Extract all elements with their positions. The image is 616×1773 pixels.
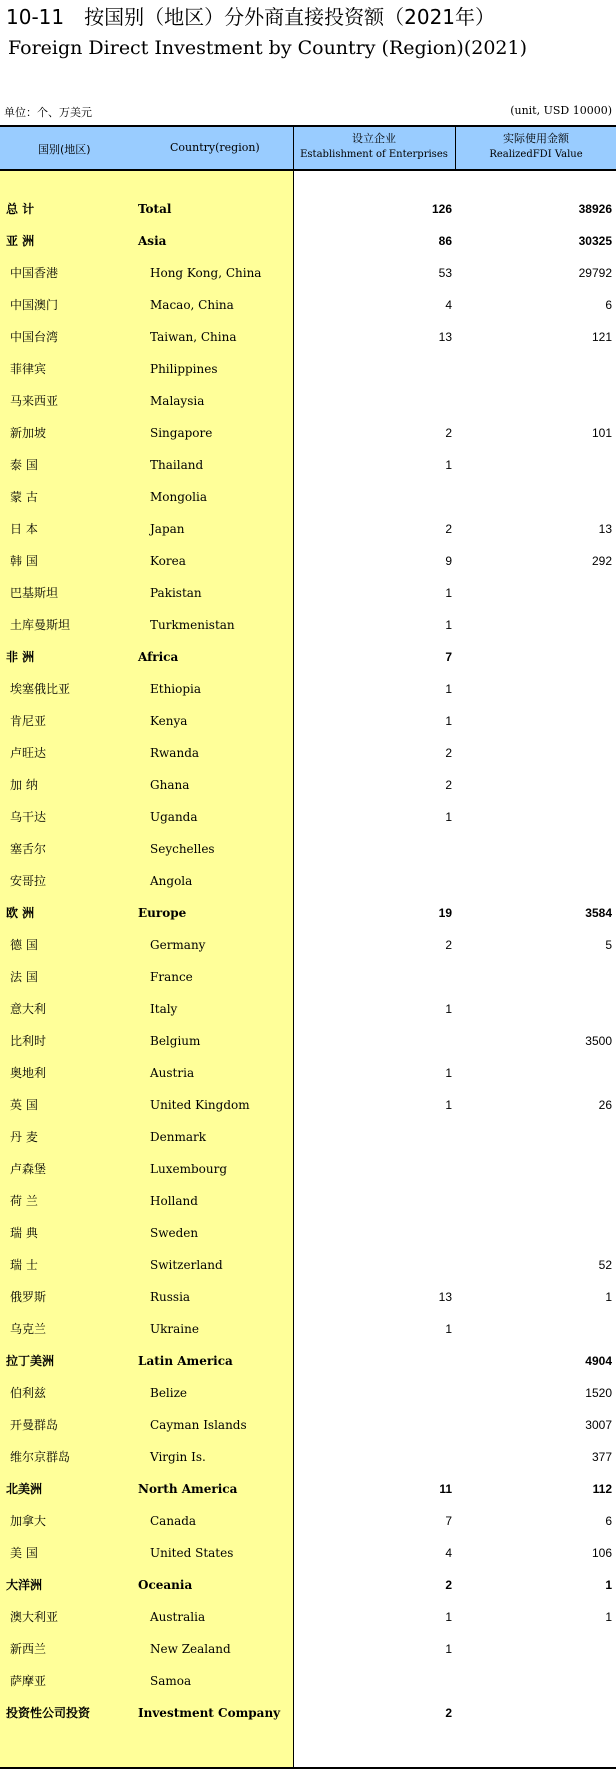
establishment-count: 7 (445, 1514, 452, 1528)
country-name-en: Rwanda (150, 746, 200, 760)
establishment-count: 1 (445, 714, 452, 728)
country-name-en: Total (138, 202, 172, 216)
country-name-en: Ethiopia (150, 682, 202, 696)
table-row (0, 929, 616, 961)
table-row (0, 1121, 616, 1153)
country-name-cn: 意大利 (10, 1002, 47, 1016)
fdi-value: 1 (605, 1290, 612, 1304)
header-fdi-en: RealizedFDI Value (489, 149, 583, 160)
fdi-value: 4904 (585, 1354, 612, 1368)
country-name-cn: 新西兰 (10, 1642, 47, 1656)
fdi-value: 26 (598, 1098, 612, 1112)
fdi-value: 29792 (578, 266, 612, 280)
country-name-cn: 北美洲 (6, 1482, 43, 1496)
country-name-en: Macao, China (150, 298, 234, 312)
country-name-en: Ghana (150, 778, 190, 792)
country-name-cn: 乌干达 (10, 810, 47, 824)
country-name-en: North America (138, 1482, 238, 1496)
fdi-value: 5 (605, 938, 612, 952)
unit-label-cn: 单位：个、万美元 (4, 106, 92, 119)
fdi-value: 3500 (585, 1034, 612, 1048)
establishment-count: 53 (438, 266, 452, 280)
country-name-en: Pakistan (150, 586, 202, 600)
table-row (0, 1089, 616, 1121)
fdi-value: 121 (591, 330, 612, 344)
country-name-cn: 澳大利亚 (10, 1610, 59, 1624)
table-row (0, 769, 616, 801)
table-row (0, 289, 616, 321)
country-name-cn: 巴基斯坦 (10, 586, 59, 600)
country-name-en: Australia (150, 1610, 206, 1624)
country-name-en: Oceania (138, 1578, 193, 1592)
table-body (0, 193, 616, 1729)
fdi-value: 6 (605, 1514, 612, 1528)
header-country-cn: 国别(地区) (38, 143, 91, 156)
establishment-count: 2 (445, 778, 452, 792)
establishment-count: 4 (445, 1546, 452, 1560)
fdi-value: 13 (598, 522, 612, 536)
country-name-cn: 法 国 (10, 970, 38, 984)
table-row (0, 609, 616, 641)
establishment-count: 2 (445, 746, 452, 760)
table-row (0, 449, 616, 481)
country-name-cn: 维尔京群岛 (10, 1450, 71, 1464)
table-row (0, 705, 616, 737)
country-name-en: Denmark (150, 1130, 206, 1144)
country-name-cn: 加 纳 (10, 778, 38, 792)
table-row (0, 513, 616, 545)
country-name-en: Thailand (150, 458, 204, 472)
table-row (0, 865, 616, 897)
establishment-count: 2 (445, 1706, 452, 1720)
fdi-value: 1 (605, 1578, 612, 1592)
establishment-count: 1 (445, 1322, 452, 1336)
establishment-count: 9 (445, 554, 452, 568)
country-name-en: United Kingdom (150, 1098, 250, 1112)
country-name-cn: 萨摩亚 (10, 1674, 47, 1688)
country-name-en: Germany (150, 938, 206, 952)
country-name-cn: 德 国 (10, 938, 38, 952)
country-name-cn: 中国香港 (10, 266, 59, 280)
establishment-count: 1 (445, 810, 452, 824)
table-row (0, 193, 616, 225)
country-name-en: United States (150, 1546, 234, 1560)
country-name-cn: 欧 洲 (6, 906, 35, 920)
fdi-value: 1 (605, 1610, 612, 1624)
country-name-cn: 卢旺达 (10, 746, 47, 760)
country-name-cn: 埃塞俄比亚 (10, 682, 71, 696)
table-row (0, 833, 616, 865)
establishment-count: 1 (445, 1098, 452, 1112)
table-row (0, 353, 616, 385)
country-name-en: Japan (150, 522, 185, 536)
fdi-value: 112 (592, 1482, 612, 1496)
establishment-count: 1 (445, 1066, 452, 1080)
table-row (0, 1281, 616, 1313)
table-row (0, 1313, 616, 1345)
country-name-cn: 瑞 士 (10, 1258, 38, 1272)
table-row (0, 1537, 616, 1569)
fdi-value: 377 (591, 1450, 612, 1464)
country-name-en: France (150, 970, 193, 984)
table-row (0, 225, 616, 257)
header-establishment-cn: 设立企业 (352, 132, 396, 145)
country-name-cn: 加拿大 (10, 1514, 47, 1528)
country-name-en: Asia (138, 234, 167, 248)
country-name-cn: 丹 麦 (10, 1130, 38, 1144)
fdi-table (0, 125, 616, 1769)
table-row (0, 1345, 616, 1377)
fdi-value: 292 (591, 554, 612, 568)
table-row (0, 1377, 616, 1409)
fdi-value: 101 (591, 426, 612, 440)
header-fdi-cn: 实际使用金额 (503, 132, 569, 145)
table-header (0, 127, 616, 171)
country-name-cn: 土库曼斯坦 (10, 618, 71, 632)
page-title-cn: 10-11 按国别（地区）分外商直接投资额（2021年） (6, 5, 496, 29)
table-row (0, 321, 616, 353)
table-row (0, 1409, 616, 1441)
table-row (0, 641, 616, 673)
table-row (0, 417, 616, 449)
country-name-en: Kenya (150, 714, 188, 728)
country-name-cn: 非 洲 (6, 650, 35, 664)
country-name-en: Mongolia (150, 490, 207, 504)
table-row (0, 1473, 616, 1505)
country-name-cn: 比利时 (10, 1034, 47, 1048)
country-name-cn: 亚 洲 (6, 234, 35, 248)
country-name-cn: 新加坡 (10, 426, 47, 440)
country-name-en: Ukraine (150, 1322, 199, 1336)
country-name-cn: 开曼群岛 (10, 1418, 59, 1432)
country-name-cn: 中国澳门 (10, 298, 59, 312)
establishment-count: 1 (445, 458, 452, 472)
table-row (0, 1025, 616, 1057)
country-name-en: Malaysia (150, 394, 205, 408)
establishment-count: 2 (445, 938, 452, 952)
table-row (0, 737, 616, 769)
country-name-cn: 美 国 (10, 1546, 38, 1560)
page-title-en: Foreign Direct Investment by Country (Region)(2021) (8, 37, 528, 59)
country-name-cn: 马来西亚 (10, 394, 59, 408)
table-row (0, 385, 616, 417)
establishment-count: 86 (438, 234, 452, 248)
country-name-cn: 菲律宾 (10, 362, 47, 376)
country-name-en: Luxembourg (150, 1162, 227, 1176)
table-row (0, 577, 616, 609)
country-name-cn: 拉丁美洲 (6, 1354, 55, 1368)
country-name-cn: 英 国 (10, 1098, 38, 1112)
table-row (0, 1665, 616, 1697)
fdi-value: 3007 (585, 1418, 612, 1432)
country-name-cn: 瑞 典 (10, 1226, 38, 1240)
country-name-cn: 乌克兰 (10, 1322, 47, 1336)
fdi-value: 106 (591, 1546, 612, 1560)
table-row (0, 481, 616, 513)
country-name-cn: 投资性公司投资 (6, 1706, 91, 1720)
table-bottom-rule (0, 1767, 616, 1769)
table-row (0, 1217, 616, 1249)
country-name-cn: 伯利兹 (10, 1386, 47, 1400)
table-row (0, 897, 616, 929)
table-row (0, 257, 616, 289)
table-row (0, 1569, 616, 1601)
establishment-count: 13 (438, 330, 452, 344)
table-row (0, 801, 616, 833)
table-row (0, 1697, 616, 1729)
table-row (0, 1633, 616, 1665)
establishment-count: 11 (439, 1482, 452, 1496)
country-name-cn: 荷 兰 (10, 1194, 38, 1208)
country-name-cn: 俄罗斯 (10, 1290, 47, 1304)
country-name-en: Angola (150, 874, 193, 888)
country-name-en: Seychelles (150, 842, 215, 856)
establishment-count: 1 (445, 1002, 452, 1016)
fdi-value: 38926 (578, 202, 612, 216)
country-name-en: Canada (150, 1514, 197, 1528)
country-name-en: Switzerland (150, 1258, 223, 1272)
country-name-cn: 塞舌尔 (10, 842, 47, 856)
country-name-en: Latin America (138, 1354, 233, 1368)
establishment-count: 7 (445, 650, 452, 664)
country-name-en: Philippines (150, 362, 218, 376)
table-row (0, 961, 616, 993)
establishment-count: 1 (445, 1610, 452, 1624)
header-country-en: Country(region) (170, 141, 260, 154)
table-row (0, 993, 616, 1025)
establishment-count: 4 (445, 298, 452, 312)
country-name-en: New Zealand (150, 1642, 231, 1656)
header-establishment-en: Establishment of Enterprises (300, 149, 448, 160)
country-name-en: Taiwan, China (150, 330, 237, 344)
country-name-en: Hong Kong, China (150, 266, 262, 280)
country-name-cn: 日 本 (10, 522, 38, 536)
country-name-cn: 肯尼亚 (10, 714, 47, 728)
country-name-en: Africa (138, 650, 179, 664)
table-row (0, 545, 616, 577)
establishment-count: 126 (431, 202, 452, 216)
establishment-count: 19 (438, 906, 452, 920)
country-name-en: Korea (150, 554, 186, 568)
establishment-count: 13 (438, 1290, 452, 1304)
establishment-count: 2 (445, 522, 452, 536)
country-name-en: Austria (150, 1066, 195, 1080)
country-name-cn: 蒙 古 (10, 490, 38, 504)
country-name-en: Singapore (150, 426, 213, 440)
table-row (0, 1057, 616, 1089)
table-row (0, 1441, 616, 1473)
table-row (0, 673, 616, 705)
country-name-en: Belgium (150, 1034, 201, 1048)
table-row (0, 1185, 616, 1217)
country-name-en: Russia (150, 1290, 191, 1304)
fdi-value: 1520 (585, 1386, 612, 1400)
fdi-value: 6 (605, 298, 612, 312)
table-row (0, 1601, 616, 1633)
country-name-en: Italy (150, 1002, 178, 1016)
table-row (0, 1153, 616, 1185)
establishment-count: 2 (445, 426, 452, 440)
fdi-value: 3584 (585, 906, 612, 920)
country-name-en: Belize (150, 1386, 188, 1400)
country-name-en: Sweden (150, 1226, 199, 1240)
country-name-en: Europe (138, 906, 187, 920)
country-name-cn: 安哥拉 (10, 874, 47, 888)
country-name-cn: 中国台湾 (10, 330, 59, 344)
country-name-en: Turkmenistan (150, 618, 235, 632)
establishment-count: 1 (445, 1642, 452, 1656)
table-row (0, 1505, 616, 1537)
country-name-en: Virgin Is. (150, 1450, 206, 1464)
country-name-cn: 总 计 (6, 202, 35, 216)
establishment-count: 1 (445, 586, 452, 600)
country-name-en: Samoa (150, 1674, 192, 1688)
country-name-cn: 奥地利 (10, 1066, 47, 1080)
establishment-count: 1 (445, 618, 452, 632)
country-name-en: Cayman Islands (150, 1418, 247, 1432)
establishment-count: 1 (445, 682, 452, 696)
fdi-value: 52 (598, 1258, 612, 1272)
country-name-cn: 卢森堡 (10, 1162, 47, 1176)
country-name-en: Holland (150, 1194, 198, 1208)
country-name-cn: 泰 国 (10, 458, 38, 472)
country-name-en: Investment Company (138, 1706, 281, 1720)
country-name-cn: 韩 国 (10, 554, 38, 568)
table-row (0, 1249, 616, 1281)
establishment-count: 2 (445, 1578, 452, 1592)
country-name-en: Uganda (150, 810, 198, 824)
unit-label-en: (unit, USD 10000) (510, 104, 612, 117)
fdi-value: 30325 (578, 234, 612, 248)
country-name-cn: 大洋洲 (6, 1578, 43, 1592)
